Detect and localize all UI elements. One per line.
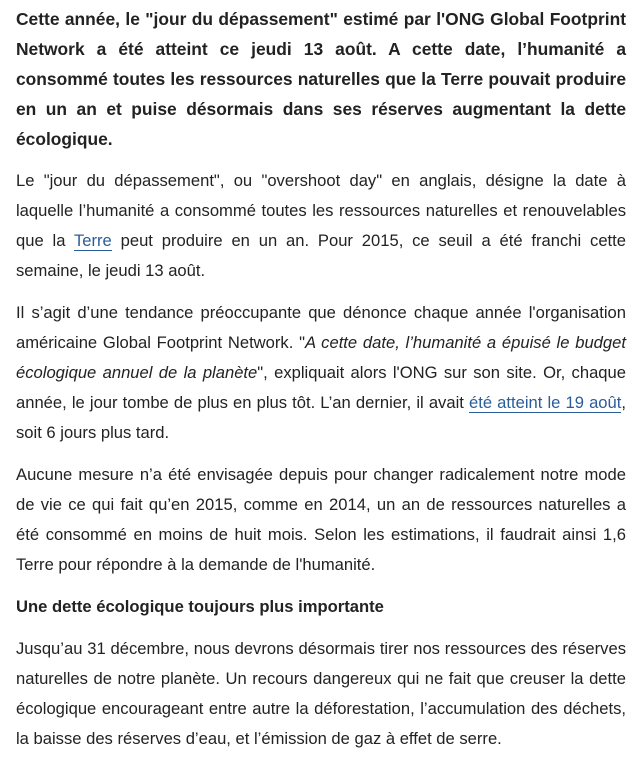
paragraph-text: ", expliquait alors l'ONG sur son site. Or, chaque année, le jour tombe de plus en plus tôt. L’an dernier, il avait: [16, 363, 626, 412]
paragraph-text: Le "jour du dépassement", ou "overshoot day" en anglais, désigne la date à laquelle l’humanité a consommé toutes les ressources naturelles et renouvelables que la: [16, 171, 626, 250]
paragraph-no-measures: Aucune mesure n’a été envisagée depuis pour changer radicalement notre mode de vie ce qui fait qu’en 2015, comme en 2014, un an de ressources naturelles a été consommé en moins de huit mois. Selon les estimations, il faudrait ainsi 1,6 Terre pour répondre à la demande de l'humanité.: [16, 465, 626, 574]
paragraph-text: , soit 6 jours plus tard.: [16, 393, 626, 442]
paragraph-trend: [16, 298, 626, 448]
paragraph-text: peut produire en un an. Pour 2015, ce seuil a été franchi cette semaine, le jeudi 13 août.: [16, 231, 626, 280]
paragraph-ecological-debt: Jusqu’au 31 décembre, nous devrons désormais tirer nos ressources des réserves naturelles de notre planète. Un recours dangereux qui ne fait que creuser la dette écologique encourageant entre autre la déforestation, l’accumulation des déchets, la baisse des réserves d’eau, et l’émission de gaz à effet de serre.: [16, 639, 626, 748]
link-19-aout[interactable]: été atteint le 19 août: [468, 393, 622, 412]
article-lead: Cette année, le "jour du dépassement" estimé par l'ONG Global Footprint Network a été atteint ce jeudi 13 août. A cette date, l’humanité a consommé toutes les ressources naturelles que la Terre pouvait produire en un an et puise désormais dans ses réserves augmentant la dette écologique.: [16, 9, 626, 149]
link-terre[interactable]: Terre: [73, 231, 112, 250]
paragraph-text: Il s’agit d’une tendance préoccupante que dénonce chaque année l'organisation américaine Global Footprint Network. ": [16, 303, 626, 352]
paragraph-overshoot-definition: [16, 166, 626, 286]
section-heading: Une dette écologique toujours plus importante: [16, 597, 384, 616]
quote: A cette date, l’humanité a épuisé le budget écologique annuel de la planète: [16, 333, 626, 382]
